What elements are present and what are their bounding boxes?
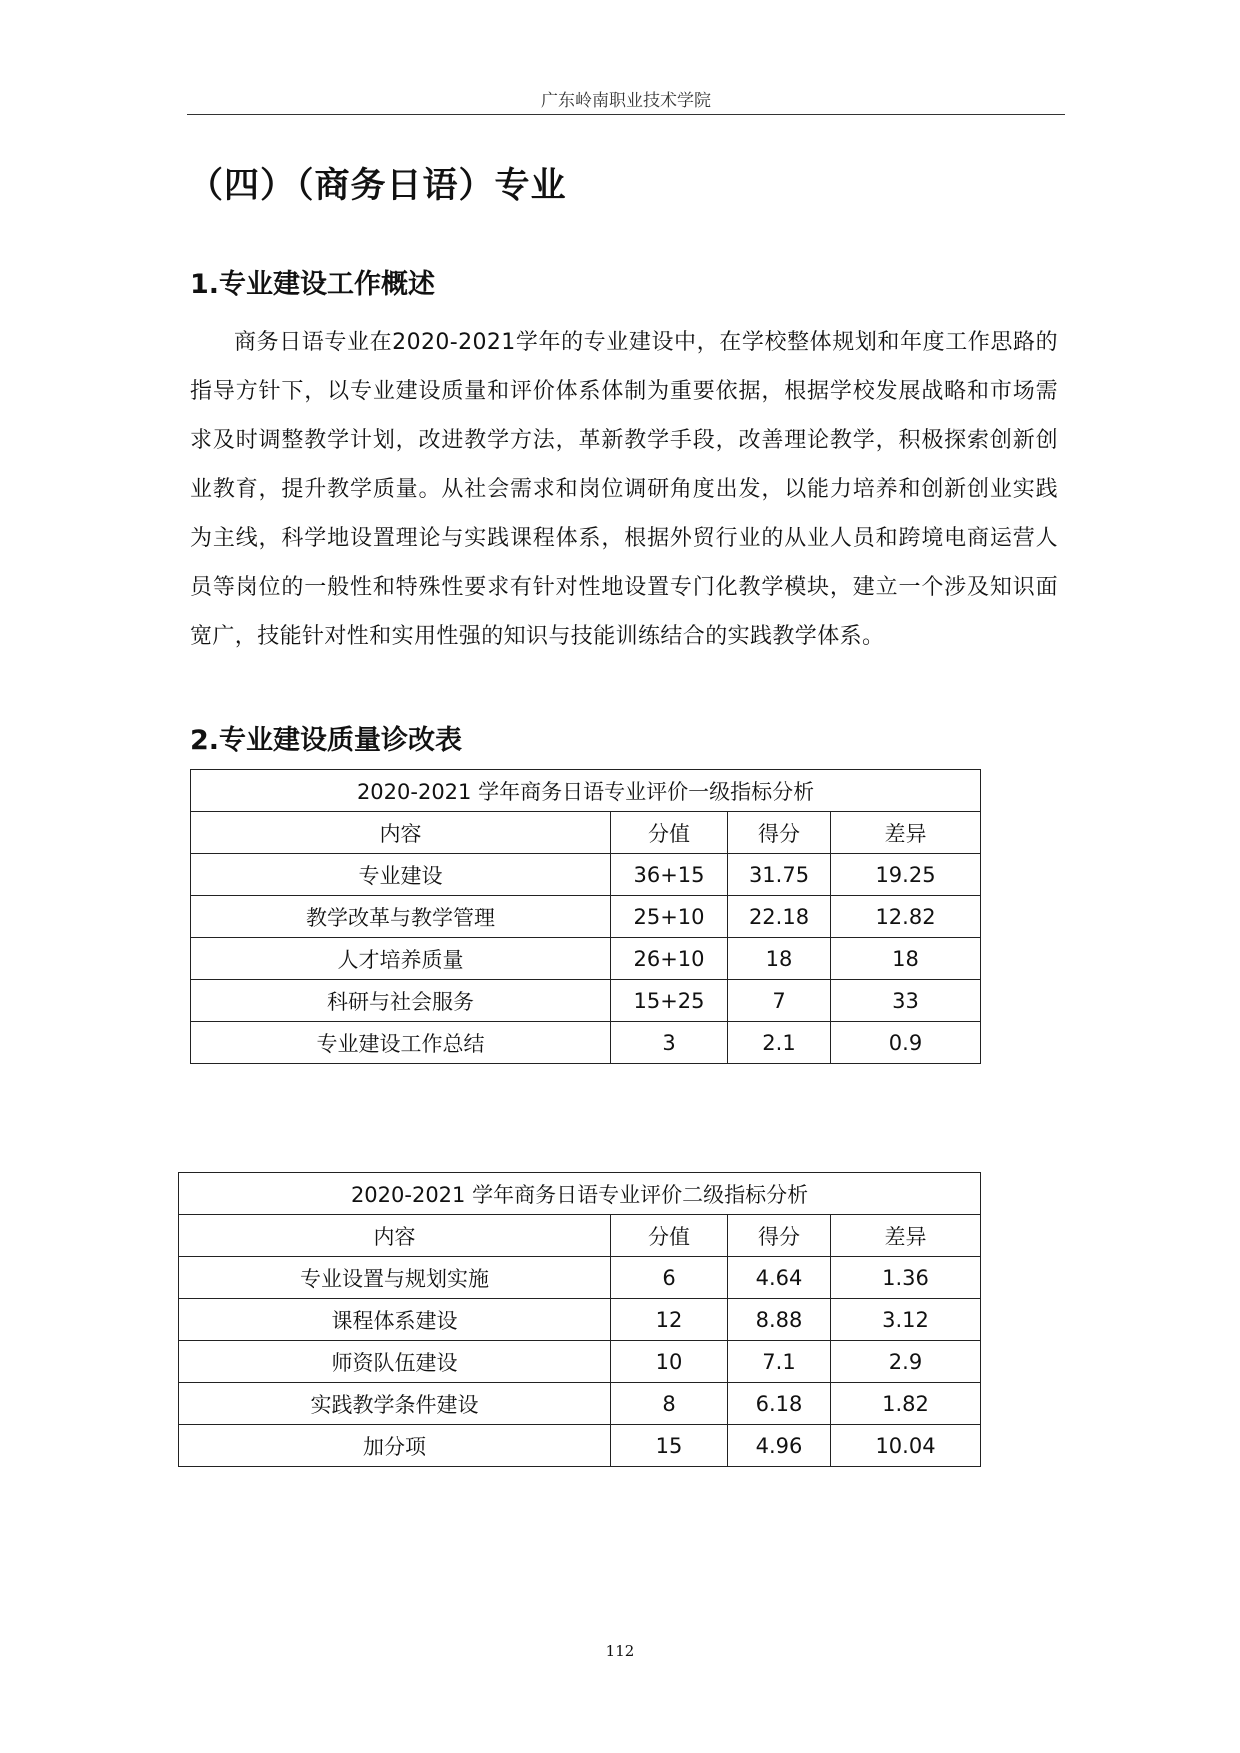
cell-content: 加分项 (179, 1425, 611, 1467)
section-heading-quality-table: 2.专业建设质量诊改表 (190, 725, 463, 756)
cell-max-score: 15 (611, 1425, 728, 1467)
cell-content: 实践教学条件建设 (179, 1383, 611, 1425)
cell-score: 31.75 (728, 854, 831, 896)
cell-difference: 2.9 (831, 1341, 981, 1383)
cell-max-score: 26+10 (611, 938, 728, 980)
overview-paragraph-text: 商务日语专业在2020-2021学年的专业建设中，在学校整体规划和年度工作思路的指导方针下，以专业建设质量和评价体系体制为重要依据，根据学校发展战略和市场需求及时调整教学计划，改进教学方法，革新教学手段，改善理论教学，积极探索创新创业教育，提升教学质量。从社会需求和岗位调研角度出发，以能力培养和创新创业实践为主线，科学地设置理论与实践课程体系，根据外贸行业的从业人员和跨境电商运营人员等岗位的一般性和特殊性要求有针对性地设置专门化教学模块，建立一个涉及知识面宽广，技能针对性和实用性强的知识与技能训练结合的实践教学体系。 (190, 330, 1058, 649)
cell-max-score: 12 (611, 1299, 728, 1341)
table-body (179, 1173, 981, 1467)
cell-content: 专业建设工作总结 (191, 1022, 611, 1064)
level-two-indicator-table (178, 1172, 981, 1467)
cell-max-score: 36+15 (611, 854, 728, 896)
cell-max-score: 10 (611, 1341, 728, 1383)
cell-difference: 1.82 (831, 1383, 981, 1425)
table-row (191, 854, 981, 896)
chapter-title: （四）（商务日语）专业 (188, 166, 567, 206)
cell-score: 7 (728, 980, 831, 1022)
cell-score: 4.96 (728, 1425, 831, 1467)
cell-content: 人才培养质量 (191, 938, 611, 980)
column-header-score: 得分 (728, 812, 831, 854)
cell-difference: 12.82 (831, 896, 981, 938)
cell-max-score: 6 (611, 1257, 728, 1299)
cell-score: 8.88 (728, 1299, 831, 1341)
column-header-max-score: 分值 (611, 1215, 728, 1257)
table-caption: 2020-2021 学年商务日语专业评价一级指标分析 (191, 770, 981, 812)
table-row (191, 896, 981, 938)
cell-score: 4.64 (728, 1257, 831, 1299)
cell-difference: 18 (831, 938, 981, 980)
column-header-difference: 差异 (831, 812, 981, 854)
cell-max-score: 8 (611, 1383, 728, 1425)
table-row (191, 980, 981, 1022)
table-caption-row (179, 1173, 981, 1215)
table-row (179, 1341, 981, 1383)
level-one-indicator-table (190, 769, 981, 1064)
table-caption: 2020-2021 学年商务日语专业评价二级指标分析 (179, 1173, 981, 1215)
cell-content: 科研与社会服务 (191, 980, 611, 1022)
table-row (179, 1299, 981, 1341)
table-caption-row (191, 770, 981, 812)
cell-score: 2.1 (728, 1022, 831, 1064)
cell-content: 课程体系建设 (179, 1299, 611, 1341)
cell-content: 专业建设 (191, 854, 611, 896)
page-number: 112 (605, 1642, 635, 1660)
cell-score: 22.18 (728, 896, 831, 938)
column-header-difference: 差异 (831, 1215, 981, 1257)
cell-difference: 19.25 (831, 854, 981, 896)
table-header-row (191, 812, 981, 854)
table-row (191, 938, 981, 980)
table-header-row (179, 1215, 981, 1257)
table-row (179, 1257, 981, 1299)
cell-content: 专业设置与规划实施 (179, 1257, 611, 1299)
cell-difference: 1.36 (831, 1257, 981, 1299)
column-header-score: 得分 (728, 1215, 831, 1257)
table-row (191, 1022, 981, 1064)
table-row (179, 1425, 981, 1467)
cell-difference: 33 (831, 980, 981, 1022)
cell-content: 师资队伍建设 (179, 1341, 611, 1383)
cell-score: 7.1 (728, 1341, 831, 1383)
column-header-content: 内容 (191, 812, 611, 854)
cell-difference: 0.9 (831, 1022, 981, 1064)
cell-max-score: 3 (611, 1022, 728, 1064)
table-body (191, 770, 981, 1064)
cell-score: 6.18 (728, 1383, 831, 1425)
cell-max-score: 15+25 (611, 980, 728, 1022)
cell-content: 教学改革与教学管理 (191, 896, 611, 938)
cell-difference: 10.04 (831, 1425, 981, 1467)
section-heading-overview: 1.专业建设工作概述 (190, 269, 436, 300)
column-header-max-score: 分值 (611, 812, 728, 854)
cell-difference: 3.12 (831, 1299, 981, 1341)
cell-score: 18 (728, 938, 831, 980)
column-header-content: 内容 (179, 1215, 611, 1257)
header-divider (187, 114, 1065, 115)
overview-paragraph (190, 318, 1058, 661)
page-header: 广东岭南职业技术学院 (541, 91, 711, 111)
cell-max-score: 25+10 (611, 896, 728, 938)
table-row (179, 1383, 981, 1425)
